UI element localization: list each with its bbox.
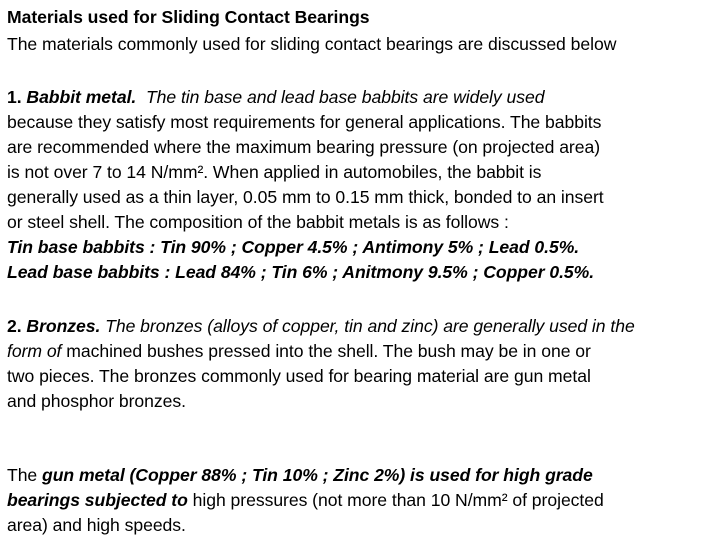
gun-metal-composition: gun metal (Copper 88% ; Tin 10% ; Zinc 2%) is used for high grade	[42, 465, 593, 485]
bronzes-number: 2.	[7, 316, 22, 336]
gun-metal-prefix: The	[7, 465, 38, 485]
babbit-text-line-1: The tin base and lead base babbits are widely used	[145, 87, 545, 107]
babbit-text-line-5: generally used as a thin layer, 0.05 mm to 0.15 mm thick, bonded to an insert	[7, 187, 604, 207]
gun-metal-line-3: area) and high speeds.	[7, 515, 186, 535]
babbit-heading: Babbit metal.	[26, 87, 137, 107]
babbit-text-line-6: or steel shell. The composition of the babbit metals is as follows :	[7, 212, 509, 232]
babbit-number: 1.	[7, 87, 22, 107]
bronzes-text-line-4: and phosphor bronzes.	[7, 391, 186, 411]
lead-base-composition: Lead base babbits : Lead 84% ; Tin 6% ; Anitmony 9.5% ; Copper 0.5%.	[7, 262, 595, 282]
gun-metal-line-1	[7, 463, 593, 487]
bronzes-italic-phrase: form of	[7, 341, 62, 361]
document-title: Materials used for Sliding Contact Bearings	[7, 7, 370, 27]
bronzes-text-line-1: The bronzes (alloys of copper, tin and zinc) are generally used in the	[105, 316, 635, 336]
bronzes-heading-line	[7, 314, 635, 338]
bronzes-heading: Bronzes.	[26, 316, 101, 336]
babbit-heading-line	[7, 85, 544, 109]
gun-metal-line-2-rest: high pressures (not more than 10 N/mm² of projected	[192, 490, 604, 510]
babbit-text-line-2: because they satisfy most requirements for general applications. The babbits	[7, 112, 602, 132]
intro-paragraph: The materials commonly used for sliding contact bearings are discussed below	[7, 34, 617, 54]
tin-base-composition: Tin base babbits : Tin 90% ; Copper 4.5% ; Antimony 5% ; Lead 0.5%.	[7, 237, 580, 257]
gun-metal-line-2	[7, 488, 604, 512]
babbit-text-line-4: is not over 7 to 14 N/mm². When applied in automobiles, the babbit is	[7, 162, 542, 182]
gun-metal-subject-phrase: bearings subjected to	[7, 490, 188, 510]
bronzes-text-line-3: two pieces. The bronzes commonly used for bearing material are gun metal	[7, 366, 591, 386]
bronzes-text-line-2	[7, 339, 591, 363]
bronzes-text-line-2-rest: machined bushes pressed into the shell. The bush may be in one or	[66, 341, 591, 361]
babbit-text-line-3: are recommended where the maximum bearing pressure (on projected area)	[7, 137, 601, 157]
